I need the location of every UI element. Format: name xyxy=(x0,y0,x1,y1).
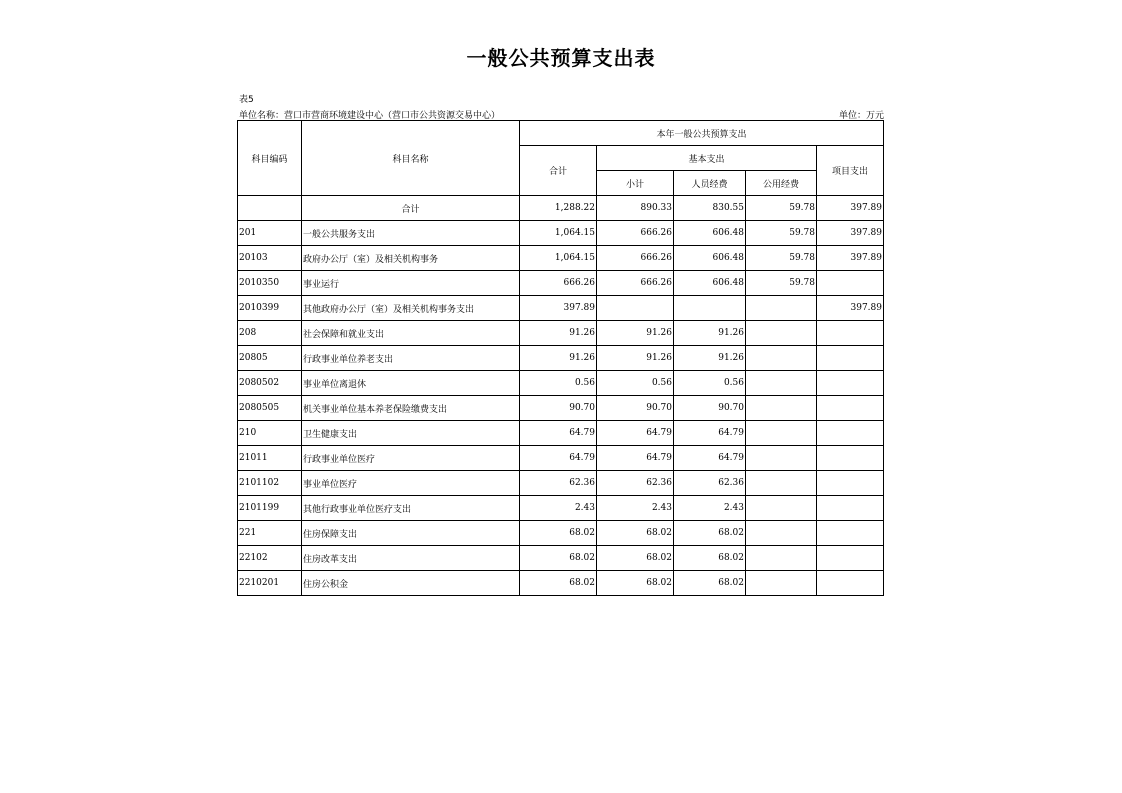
cell-subtotal: 91.26 xyxy=(597,321,674,346)
cell-personnel: 0.56 xyxy=(674,371,746,396)
cell-total: 64.79 xyxy=(520,421,597,446)
cell-project xyxy=(817,321,884,346)
table-row xyxy=(238,396,884,421)
cell-subtotal: 64.79 xyxy=(597,421,674,446)
cell-subtotal: 68.02 xyxy=(597,571,674,596)
cell-personnel: 606.48 xyxy=(674,246,746,271)
table-row xyxy=(238,446,884,471)
cell-code: 2010350 xyxy=(238,271,302,296)
table-row xyxy=(238,346,884,371)
cell-public xyxy=(746,346,817,371)
cell-code: 208 xyxy=(238,321,302,346)
cell-total: 0.56 xyxy=(520,371,597,396)
cell-personnel: 64.79 xyxy=(674,421,746,446)
cell-personnel: 68.02 xyxy=(674,571,746,596)
cell-name: 住房公积金 xyxy=(302,571,520,596)
cell-personnel: 91.26 xyxy=(674,346,746,371)
cell-total: 90.70 xyxy=(520,396,597,421)
cell-personnel: 64.79 xyxy=(674,446,746,471)
cell-project xyxy=(817,471,884,496)
cell-project xyxy=(817,496,884,521)
cell-public xyxy=(746,371,817,396)
header-total: 合计 xyxy=(520,146,597,196)
table-row xyxy=(238,221,884,246)
cell-total: 64.79 xyxy=(520,446,597,471)
cell-project: 397.89 xyxy=(817,246,884,271)
header-subject-code: 科目编码 xyxy=(238,121,302,196)
cell-name: 政府办公厅（室）及相关机构事务 xyxy=(302,246,520,271)
table-number: 表5 xyxy=(239,95,254,105)
cell-subtotal: 91.26 xyxy=(597,346,674,371)
header-basic: 基本支出 xyxy=(597,146,817,171)
cell-personnel: 90.70 xyxy=(674,396,746,421)
cell-code: 201 xyxy=(238,221,302,246)
cell-public xyxy=(746,421,817,446)
cell-name: 住房保障支出 xyxy=(302,521,520,546)
cell-total: 68.02 xyxy=(520,571,597,596)
table-row xyxy=(238,571,884,596)
cell-name: 行政事业单位医疗 xyxy=(302,446,520,471)
cell-public xyxy=(746,571,817,596)
cell-personnel: 68.02 xyxy=(674,546,746,571)
cell-subtotal: 2.43 xyxy=(597,496,674,521)
cell-personnel: 91.26 xyxy=(674,321,746,346)
cell-code: 2210201 xyxy=(238,571,302,596)
table-row xyxy=(238,321,884,346)
cell-code: 20103 xyxy=(238,246,302,271)
cell-name: 住房改革支出 xyxy=(302,546,520,571)
cell-subtotal: 62.36 xyxy=(597,471,674,496)
cell-public xyxy=(746,396,817,421)
cell-subtotal: 68.02 xyxy=(597,546,674,571)
cell-subtotal: 666.26 xyxy=(597,271,674,296)
cell-personnel: 68.02 xyxy=(674,521,746,546)
header-public: 公用经费 xyxy=(746,171,817,196)
cell-subtotal: 666.26 xyxy=(597,221,674,246)
cell-personnel xyxy=(674,296,746,321)
cell-public xyxy=(746,471,817,496)
cell-code: 20805 xyxy=(238,346,302,371)
cell-code: 221 xyxy=(238,521,302,546)
table-row xyxy=(238,496,884,521)
cell-name: 事业运行 xyxy=(302,271,520,296)
cell-total: 397.89 xyxy=(520,296,597,321)
cell-subtotal: 666.26 xyxy=(597,246,674,271)
header-personnel: 人员经费 xyxy=(674,171,746,196)
table-row xyxy=(238,196,884,221)
cell-code: 2010399 xyxy=(238,296,302,321)
cell-code: 2080502 xyxy=(238,371,302,396)
cell-project xyxy=(817,346,884,371)
cell-public xyxy=(746,296,817,321)
page-title: 一般公共预算支出表 xyxy=(466,46,656,70)
cell-project xyxy=(817,271,884,296)
cell-project: 397.89 xyxy=(817,196,884,221)
cell-personnel: 830.55 xyxy=(674,196,746,221)
cell-total: 1,064.15 xyxy=(520,221,597,246)
cell-personnel: 2.43 xyxy=(674,496,746,521)
cell-code xyxy=(238,196,302,221)
cell-total: 1,064.15 xyxy=(520,246,597,271)
unit-label: 单位：万元 xyxy=(838,111,884,121)
cell-project xyxy=(817,521,884,546)
table-row xyxy=(238,296,884,321)
cell-subtotal: 0.56 xyxy=(597,371,674,396)
unit-name: 单位名称：营口市营商环境建设中心（营口市公共资源交易中心） xyxy=(239,111,501,121)
cell-personnel: 606.48 xyxy=(674,271,746,296)
cell-project xyxy=(817,371,884,396)
cell-subtotal xyxy=(597,296,674,321)
cell-total: 91.26 xyxy=(520,346,597,371)
table-row xyxy=(238,546,884,571)
cell-name: 事业单位医疗 xyxy=(302,471,520,496)
cell-total: 91.26 xyxy=(520,321,597,346)
cell-project: 397.89 xyxy=(817,221,884,246)
cell-subtotal: 890.33 xyxy=(597,196,674,221)
cell-public xyxy=(746,446,817,471)
table-row xyxy=(238,246,884,271)
cell-code: 22102 xyxy=(238,546,302,571)
cell-personnel: 606.48 xyxy=(674,221,746,246)
cell-total: 62.36 xyxy=(520,471,597,496)
cell-code: 210 xyxy=(238,421,302,446)
cell-project xyxy=(817,396,884,421)
cell-name: 其他行政事业单位医疗支出 xyxy=(302,496,520,521)
cell-public: 59.78 xyxy=(746,221,817,246)
header-subtotal: 小计 xyxy=(597,171,674,196)
table-row xyxy=(238,521,884,546)
table-row xyxy=(238,371,884,396)
header-project: 项目支出 xyxy=(817,146,884,196)
cell-code: 2101102 xyxy=(238,471,302,496)
table-row xyxy=(238,421,884,446)
cell-name: 机关事业单位基本养老保险缴费支出 xyxy=(302,396,520,421)
cell-subtotal: 90.70 xyxy=(597,396,674,421)
cell-total: 666.26 xyxy=(520,271,597,296)
cell-project xyxy=(817,571,884,596)
cell-project xyxy=(817,546,884,571)
cell-name: 行政事业单位养老支出 xyxy=(302,346,520,371)
cell-public: 59.78 xyxy=(746,246,817,271)
cell-total: 2.43 xyxy=(520,496,597,521)
table-row xyxy=(238,471,884,496)
table-row xyxy=(238,271,884,296)
budget-table xyxy=(237,120,884,596)
cell-public xyxy=(746,321,817,346)
cell-code: 21011 xyxy=(238,446,302,471)
cell-personnel: 62.36 xyxy=(674,471,746,496)
cell-public: 59.78 xyxy=(746,196,817,221)
cell-subtotal: 64.79 xyxy=(597,446,674,471)
cell-project xyxy=(817,446,884,471)
cell-project xyxy=(817,421,884,446)
cell-total: 68.02 xyxy=(520,521,597,546)
cell-code: 2101199 xyxy=(238,496,302,521)
header-group: 本年一般公共预算支出 xyxy=(520,121,884,146)
cell-code: 2080505 xyxy=(238,396,302,421)
cell-public: 59.78 xyxy=(746,271,817,296)
cell-name: 其他政府办公厅（室）及相关机构事务支出 xyxy=(302,296,520,321)
cell-public xyxy=(746,496,817,521)
cell-name: 一般公共服务支出 xyxy=(302,221,520,246)
header-subject-name: 科目名称 xyxy=(302,121,520,196)
cell-total: 1,288.22 xyxy=(520,196,597,221)
cell-public xyxy=(746,521,817,546)
cell-name: 卫生健康支出 xyxy=(302,421,520,446)
cell-name: 事业单位离退休 xyxy=(302,371,520,396)
cell-subtotal: 68.02 xyxy=(597,521,674,546)
cell-public xyxy=(746,546,817,571)
cell-total: 68.02 xyxy=(520,546,597,571)
cell-name: 社会保障和就业支出 xyxy=(302,321,520,346)
cell-project: 397.89 xyxy=(817,296,884,321)
cell-name: 合计 xyxy=(302,196,520,221)
